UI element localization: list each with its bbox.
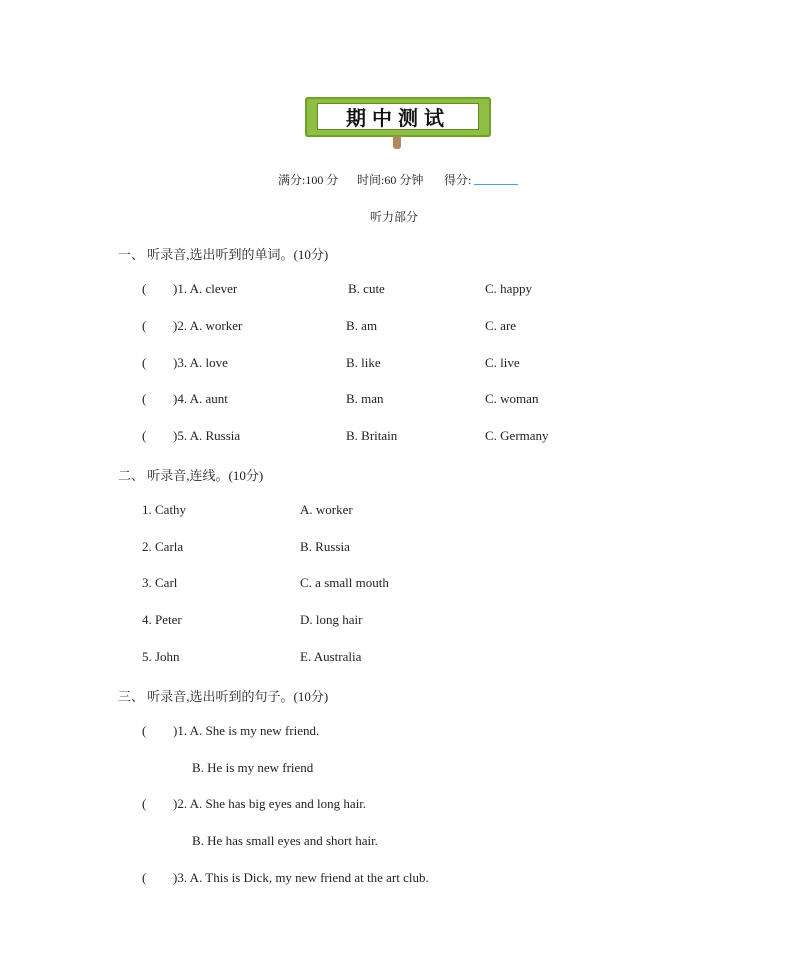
q2-right-3: C. a small mouth xyxy=(300,575,389,590)
q2-left-3: 3. Carl xyxy=(142,575,178,590)
page-title: 期中测试 xyxy=(346,106,450,130)
q1-item-1-b: B. cute xyxy=(348,281,385,296)
q1-heading: 一、 听录音,选出听到的单词。(10分) xyxy=(118,247,329,262)
title-banner xyxy=(305,97,491,137)
score-label: 得分: xyxy=(444,173,472,187)
q3-item-2-a: )2. A. She has big eyes and long hair. xyxy=(173,796,367,811)
q3-item-2-b: B. He has small eyes and short hair. xyxy=(192,833,378,848)
q1-item-2-b: B. am xyxy=(346,318,378,333)
full-score: 满分:100 分 xyxy=(278,173,339,187)
q1-item-1-a: )1. A. clever xyxy=(173,281,238,296)
answer-paren[interactable]: ( xyxy=(142,723,147,738)
q2-left-4: 4. Peter xyxy=(142,612,182,627)
q2-left-1: 1. Cathy xyxy=(142,502,187,517)
q1-item-4-a: )4. A. aunt xyxy=(173,391,228,406)
answer-paren[interactable]: ( xyxy=(142,796,147,811)
q1-item-3-b: B. like xyxy=(346,355,381,370)
q2-right-4: D. long hair xyxy=(300,612,363,627)
q3-heading: 三、 听录音,选出听到的句子。(10分) xyxy=(118,689,329,704)
q1-item-5-a: )5. A. Russia xyxy=(173,428,241,443)
answer-paren[interactable]: ( xyxy=(142,318,147,333)
answer-paren[interactable]: ( xyxy=(142,355,147,370)
q1-item-2-c: C. are xyxy=(485,318,517,333)
title-board xyxy=(317,103,479,130)
answer-paren[interactable]: ( xyxy=(142,870,147,885)
q2-right-1: A. worker xyxy=(300,502,353,517)
time-limit: 时间:60 分钟 xyxy=(357,173,424,187)
q1-item-3-a: )3. A. love xyxy=(173,355,228,370)
q2-right-5: E. Australia xyxy=(300,649,362,664)
q1-item-5-b: B. Britain xyxy=(346,428,398,443)
q3-item-1-b: B. He is my new friend xyxy=(192,760,314,775)
answer-paren[interactable]: ( xyxy=(142,391,147,406)
score-blank[interactable] xyxy=(474,184,518,185)
q1-item-2-a: )2. A. worker xyxy=(173,318,243,333)
q2-heading: 二、 听录音,连线。(10分) xyxy=(118,468,264,483)
q1-item-5-c: C. Germany xyxy=(485,428,549,443)
section-label: 听力部分 xyxy=(370,210,419,224)
q2-left-5: 5. John xyxy=(142,649,180,664)
q1-item-4-b: B. man xyxy=(346,391,384,406)
q1-item-4-c: C. woman xyxy=(485,391,539,406)
q2-left-2: 2. Carla xyxy=(142,539,184,554)
q1-item-3-c: C. live xyxy=(485,355,520,370)
q1-item-1-c: C. happy xyxy=(485,281,532,296)
q3-item-3-a: )3. A. This is Dick, my new friend at the art club. xyxy=(173,870,429,885)
q3-item-1-a: )1. A. She is my new friend. xyxy=(173,723,320,738)
sign-post-icon xyxy=(393,136,401,149)
answer-paren[interactable]: ( xyxy=(142,281,147,296)
answer-paren[interactable]: ( xyxy=(142,428,147,443)
q2-right-2: B. Russia xyxy=(300,539,350,554)
